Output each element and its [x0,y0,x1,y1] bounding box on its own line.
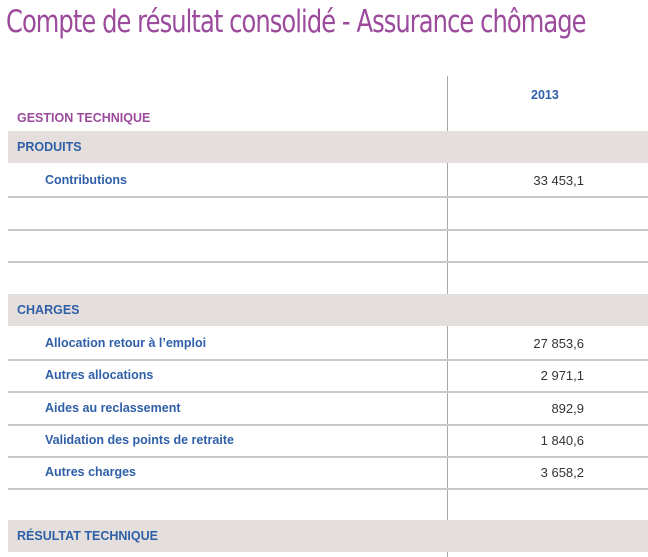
group-row-charges [8,294,648,326]
group-label-charges: CHARGES [17,303,80,317]
row-label: Aides au reclassement [45,401,181,415]
row-value: 892,9 [551,400,584,416]
table-row [8,327,648,361]
table-row [8,262,648,294]
page-title: Compte de résultat consolidé - Assurance chômage [6,4,586,40]
table-row [8,456,648,490]
group-row-produits [8,131,648,163]
group-label-produits: PRODUITS [17,140,82,154]
row-label: Autres allocations [45,368,154,382]
table-row [8,392,648,426]
row-value: 2 971,1 [540,367,584,383]
group-row-resultat-technique [8,520,648,552]
section-header-gestion-technique: GESTION TECHNIQUE [17,111,151,125]
row-label: Allocation retour à l’emploi [45,336,207,350]
row-label: Contributions [45,173,127,187]
table-row [8,359,648,393]
row-label: Autres charges [45,465,137,479]
row-value: 27 853,6 [533,335,584,351]
table-row [8,197,648,231]
section-header-row [8,102,648,134]
row-value: 1 840,6 [540,432,584,448]
table-row [8,164,648,198]
table-row [8,489,648,521]
row-label: Validation des points de retraite [45,433,234,447]
group-label-resultat-technique: RÉSULTAT TECHNIQUE [17,529,158,543]
table-row [8,424,648,458]
row-value: 3 658,2 [540,464,584,480]
row-value: 33 453,1 [533,172,584,188]
column-header-year: 2013 [531,88,559,102]
table-row [8,229,648,263]
